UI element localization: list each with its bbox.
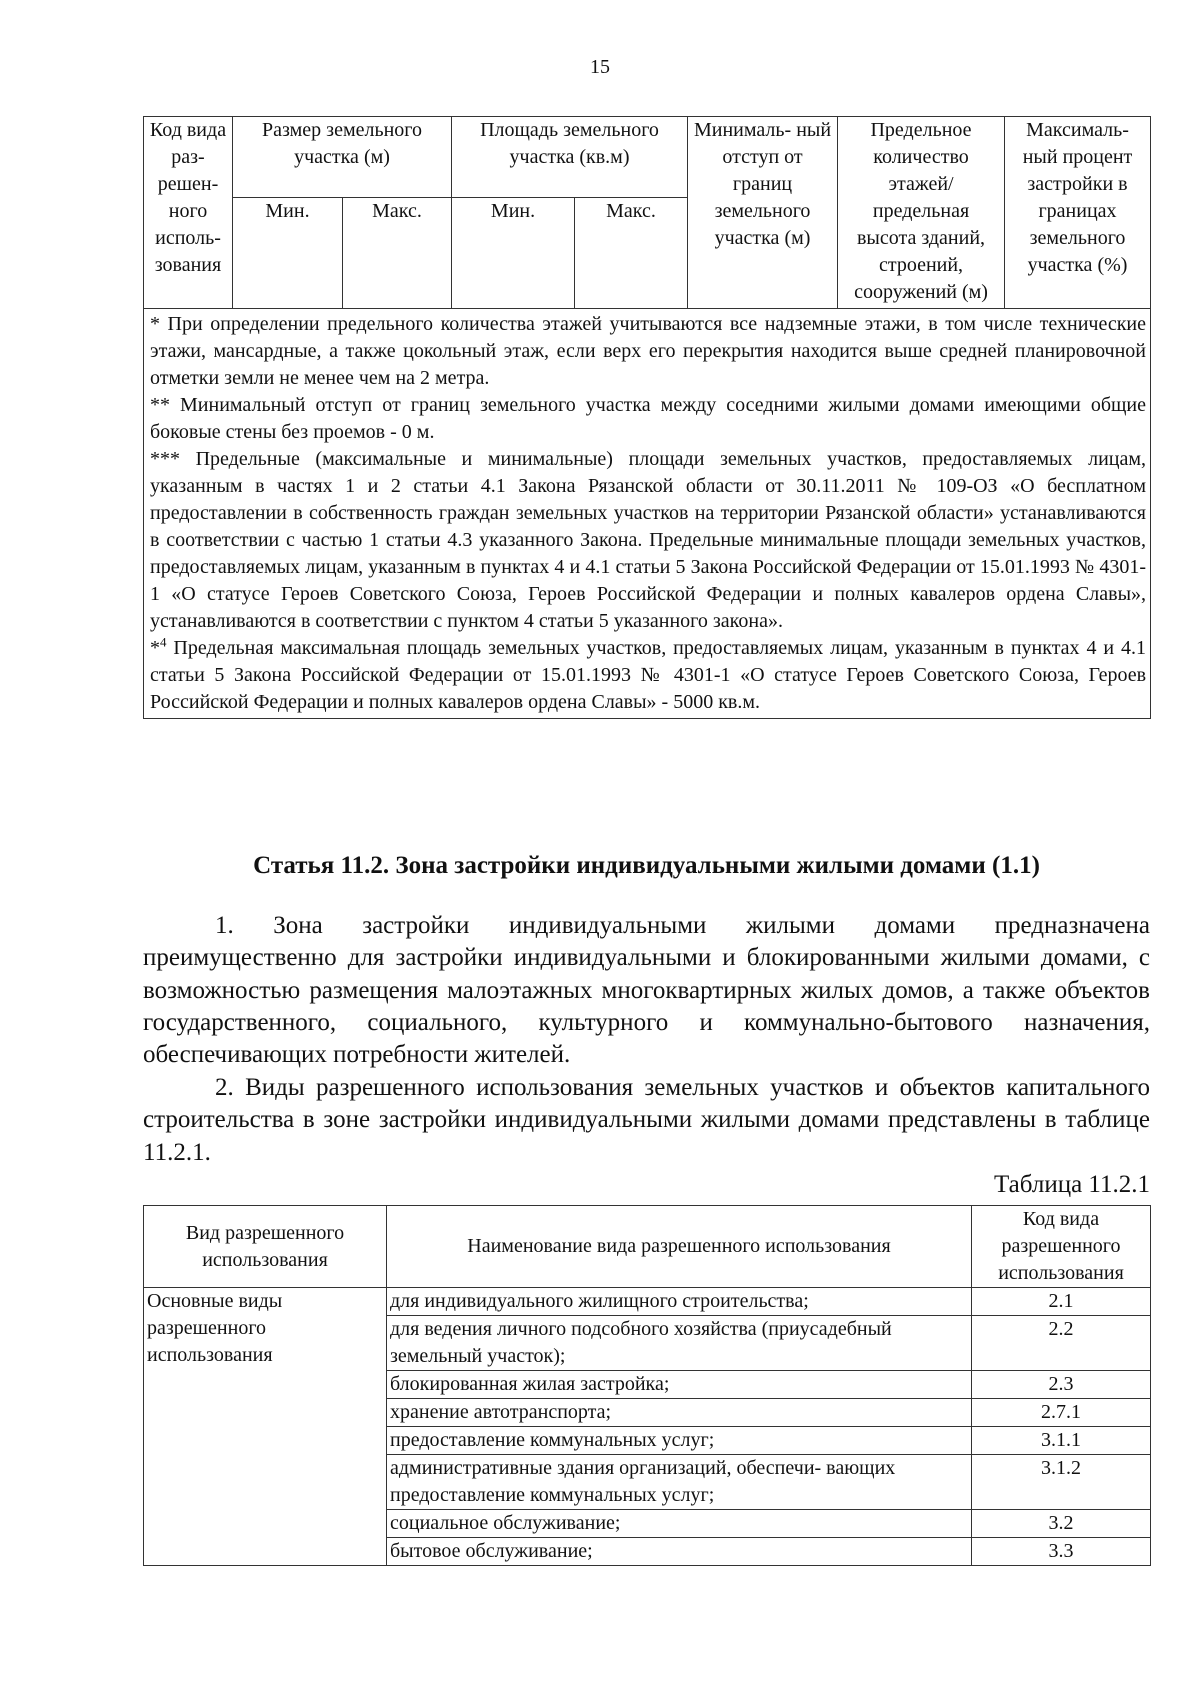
- paragraph-1: 1. Зона застройки индивидуальными жилыми домами предназначена преимущественно для застройки индивидуальными и блокированными жилыми домами, с возможностью размещения малоэтажных многоквартирных жилых домов, а также объектов государственного, социального, культурного и коммунально-бытового назначения, обеспечивающих потребности жителей.: [143, 912, 1150, 1069]
- header-setback: Минималь- ный отступ от границ земельного участка (м): [688, 117, 838, 309]
- use-name: для ведения личного подсобного хозяйства (приусадебный земельный участок);: [387, 1316, 972, 1371]
- use-name: блокированная жилая застройка;: [387, 1371, 972, 1399]
- use-code: 3.2: [972, 1510, 1151, 1538]
- table-row: [144, 1288, 1151, 1316]
- footnote: ** Минимальный отступ от границ земельного участка между соседними жилыми домами имеющими общие боковые стены без проемов - 0 м.: [150, 394, 1147, 443]
- use-name: бытовое обслуживание;: [387, 1538, 972, 1566]
- use-code: 3.3: [972, 1538, 1151, 1566]
- permitted-use-table: [143, 1205, 1151, 1566]
- footnote: * При определении предельного количества этажей учитываются все надземные этажи, в том числе технические этажи, мансардные, а также цокольный этаж, если верх его перекрытия находится выше средней планировочной отметки земли не менее чем на 2 метра.: [150, 313, 1147, 389]
- header-coverage: Максималь- ный процент застройки в границах земельного участка (%): [1005, 117, 1151, 309]
- header-area-min: Мин.: [452, 198, 575, 309]
- header-size-max: Макс.: [343, 198, 452, 309]
- header-size-min: Мин.: [233, 198, 343, 309]
- use-name: предоставление коммунальных услуг;: [387, 1427, 972, 1455]
- header-use-type: Вид разрешенного использования: [144, 1206, 387, 1288]
- land-parameters-table: [143, 116, 1151, 719]
- use-code: 3.1.1: [972, 1427, 1151, 1455]
- footnote: *$^4$ Предельная максимальная площадь земельных участков, предоставляемых лицам, указанным в пунктах 4 и 4.1 статьи 5 Закона Российской Федерации от 15.01.1993 № 4301-1 «О статусе Героев Советского Союза, Героев Российской Федерации и полных кавалеров ордена Славы» - 5000 кв.м.: [150, 634, 1147, 713]
- footnotes: [144, 309, 1151, 719]
- header-code: Код вида раз- решен- ного исполь- зования: [144, 117, 233, 309]
- use-code: 2.3: [972, 1371, 1151, 1399]
- header-size: Размер земельного участка (м): [233, 117, 452, 198]
- paragraph-2: 2. Виды разрешенного использования земельных участков и объектов капитального строительства в зоне застройки индивидуальными жилыми домами представлены в таблице 11.2.1.: [143, 1074, 1150, 1166]
- table-caption: Таблица 11.2.1: [994, 1171, 1150, 1198]
- group-label: Основные виды разрешенного использования: [144, 1288, 387, 1566]
- page-number: 15: [590, 56, 610, 78]
- use-code: 2.1: [972, 1288, 1151, 1316]
- header-use-code: Код вида разрешенного использования: [972, 1206, 1151, 1288]
- use-name: социальное обслуживание;: [387, 1510, 972, 1538]
- footnote: *** Предельные (максимальные и минимальные) площади земельных участков, предоставляемых лицам, указанным в частях 1 и 2 статьи 4.1 Закона Рязанской области от 30.11.2011 № 109-ОЗ «О бесплатном предоставлении в собственность граждан земельных участков на территории Рязанской области» устанавливаются в соответствии с частью 1 статьи 4.3 указанного Закона. Предельные минимальные площади земельных участков, предоставляемых лицам, указанным в пунктах 4 и 4.1 статьи 5 Закона Российской Федерации от 15.01.1993 № 4301-1 «О статусе Героев Советского Союза, Героев Российской Федерации и полных кавалеров ордена Славы», устанавливаются в соответствии с пунктом 4 статьи 5 указанного закона».: [150, 448, 1147, 632]
- use-code: 2.7.1: [972, 1399, 1151, 1427]
- header-area: Площадь земельного участка (кв.м): [452, 117, 688, 198]
- use-code: 3.1.2: [972, 1455, 1151, 1510]
- header-floors: Предельное количество этажей/ предельная высота зданий, строений, сооружений (м): [838, 117, 1005, 309]
- article-heading: Статья 11.2. Зона застройки индивидуальными жилыми домами (1.1): [253, 852, 1040, 879]
- use-name: административные здания организаций, обеспечи- вающих предоставление коммунальных услуг;: [387, 1455, 972, 1510]
- use-code: 2.2: [972, 1316, 1151, 1371]
- header-use-name: Наименование вида разрешенного использования: [387, 1206, 972, 1288]
- use-name: хранение автотранспорта;: [387, 1399, 972, 1427]
- header-area-max: Макс.: [575, 198, 688, 309]
- use-name: для индивидуального жилищного строительства;: [387, 1288, 972, 1316]
